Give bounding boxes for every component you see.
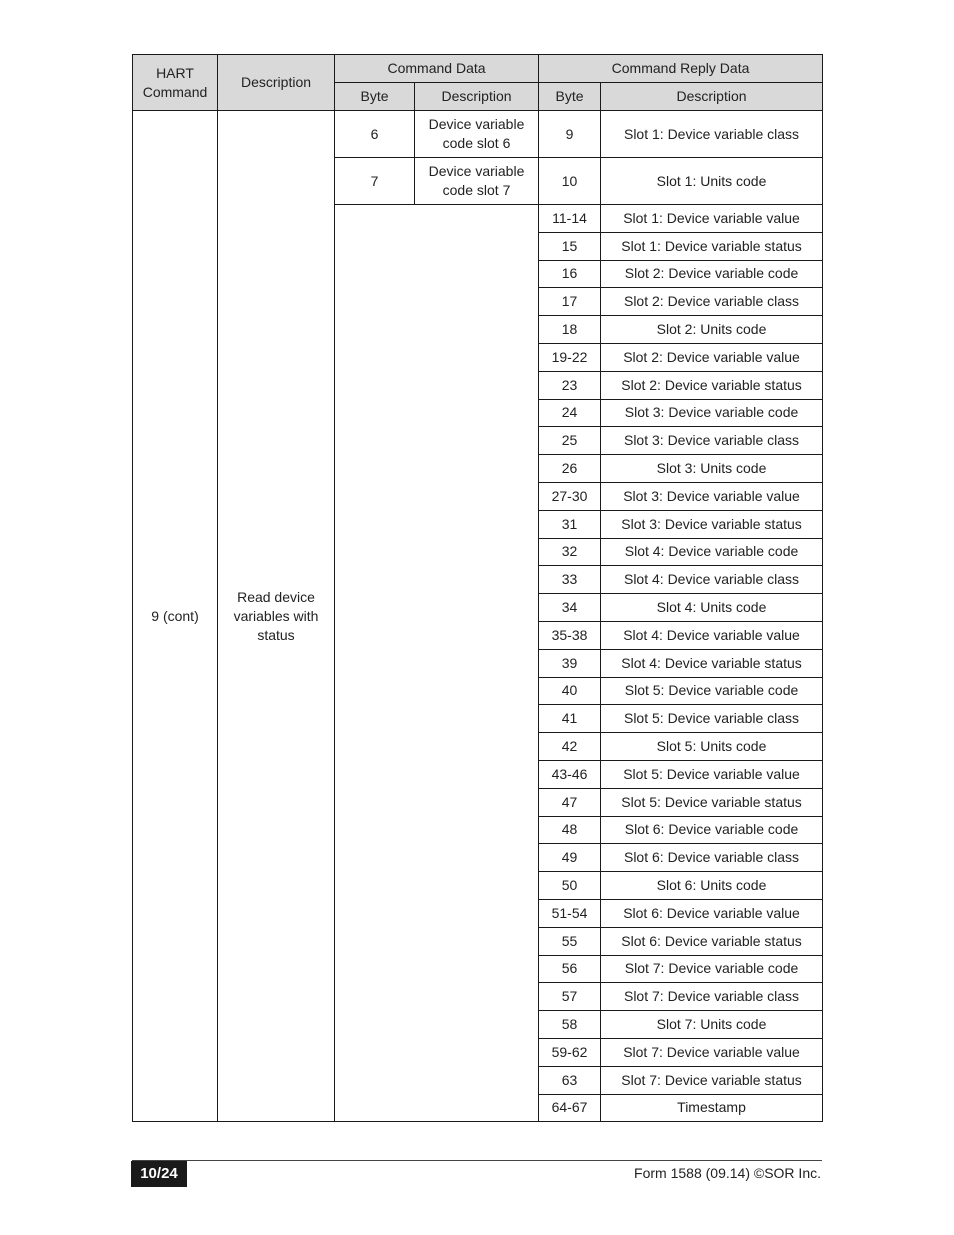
footer-divider — [132, 1160, 822, 1161]
reply-byte-cell: 24 — [539, 399, 601, 427]
reply-description-cell: Slot 7: Device variable status — [601, 1066, 823, 1094]
reply-byte-cell: 55 — [539, 927, 601, 955]
reply-description-cell: Slot 1: Units code — [601, 158, 823, 205]
reply-description-cell: Slot 7: Device variable code — [601, 955, 823, 983]
reply-byte-cell: 58 — [539, 1011, 601, 1039]
reply-byte-cell: 18 — [539, 316, 601, 344]
reply-description-cell: Slot 2: Device variable status — [601, 371, 823, 399]
reply-byte-cell: 17 — [539, 288, 601, 316]
reply-description-cell: Slot 6: Units code — [601, 872, 823, 900]
reply-description-cell: Slot 5: Units code — [601, 733, 823, 761]
reply-byte-cell: 33 — [539, 566, 601, 594]
command-description-cell: Read device variables with status — [218, 111, 335, 1122]
hart-command-cell: 9 (cont) — [133, 111, 218, 1122]
reply-description-cell: Slot 7: Device variable class — [601, 983, 823, 1011]
reply-byte-cell: 51-54 — [539, 899, 601, 927]
reply-byte-cell: 27-30 — [539, 482, 601, 510]
reply-description-cell: Slot 6: Device variable status — [601, 927, 823, 955]
reply-description-cell: Slot 4: Device variable code — [601, 538, 823, 566]
reply-byte-cell: 50 — [539, 872, 601, 900]
reply-description-cell: Slot 6: Device variable value — [601, 899, 823, 927]
reply-description-cell: Slot 3: Device variable status — [601, 510, 823, 538]
reply-byte-cell: 41 — [539, 705, 601, 733]
reply-description-cell: Slot 3: Device variable class — [601, 427, 823, 455]
reply-byte-cell: 59-62 — [539, 1038, 601, 1066]
reply-description-cell: Slot 2: Device variable code — [601, 260, 823, 288]
reply-description-cell: Slot 3: Device variable code — [601, 399, 823, 427]
reply-description-cell: Slot 2: Units code — [601, 316, 823, 344]
reply-byte-cell: 32 — [539, 538, 601, 566]
reply-description-cell: Slot 1: Device variable class — [601, 111, 823, 158]
reply-byte-cell: 42 — [539, 733, 601, 761]
reply-description-cell: Slot 6: Device variable code — [601, 816, 823, 844]
reply-byte-cell: 23 — [539, 371, 601, 399]
reply-description-cell: Slot 4: Device variable value — [601, 621, 823, 649]
command-blank-cell — [335, 205, 539, 1122]
reply-description-cell: Slot 1: Device variable status — [601, 232, 823, 260]
reply-byte-cell: 63 — [539, 1066, 601, 1094]
reply-description-cell: Slot 3: Device variable value — [601, 482, 823, 510]
page-number: 10/24 — [131, 1161, 187, 1187]
header-cmd-byte: Byte — [335, 83, 415, 111]
reply-description-cell: Slot 5: Device variable code — [601, 677, 823, 705]
reply-description-cell: Slot 4: Device variable status — [601, 649, 823, 677]
reply-description-cell: Slot 5: Device variable status — [601, 788, 823, 816]
reply-description-cell: Slot 5: Device variable class — [601, 705, 823, 733]
form-identifier: Form 1588 (09.14) ©SOR Inc. — [634, 1165, 821, 1181]
header-command-reply-data: Command Reply Data — [539, 55, 823, 83]
reply-description-cell: Timestamp — [601, 1094, 823, 1122]
command-byte-cell: 6 — [335, 111, 415, 158]
reply-byte-cell: 26 — [539, 455, 601, 483]
reply-byte-cell: 15 — [539, 232, 601, 260]
reply-byte-cell: 25 — [539, 427, 601, 455]
header-command-data: Command Data — [335, 55, 539, 83]
command-byte-cell: 7 — [335, 158, 415, 205]
reply-byte-cell: 40 — [539, 677, 601, 705]
header-hart-command: HART Command — [133, 55, 218, 111]
table-row — [133, 111, 823, 158]
reply-description-cell: Slot 4: Units code — [601, 594, 823, 622]
reply-description-cell: Slot 7: Units code — [601, 1011, 823, 1039]
header-cmd-description: Description — [415, 83, 539, 111]
reply-byte-cell: 16 — [539, 260, 601, 288]
reply-description-cell: Slot 4: Device variable class — [601, 566, 823, 594]
reply-byte-cell: 11-14 — [539, 205, 601, 233]
reply-byte-cell: 39 — [539, 649, 601, 677]
reply-description-cell: Slot 2: Device variable class — [601, 288, 823, 316]
table-body — [133, 111, 823, 1122]
reply-byte-cell: 35-38 — [539, 621, 601, 649]
header-reply-description: Description — [601, 83, 823, 111]
hart-command-table — [132, 54, 823, 1122]
header-reply-byte: Byte — [539, 83, 601, 111]
reply-description-cell: Slot 5: Device variable value — [601, 760, 823, 788]
reply-byte-cell: 48 — [539, 816, 601, 844]
command-description-cell: Device variable code slot 7 — [415, 158, 539, 205]
reply-byte-cell: 56 — [539, 955, 601, 983]
reply-byte-cell: 31 — [539, 510, 601, 538]
reply-description-cell: Slot 2: Device variable value — [601, 343, 823, 371]
reply-description-cell: Slot 3: Units code — [601, 455, 823, 483]
reply-byte-cell: 57 — [539, 983, 601, 1011]
reply-byte-cell: 34 — [539, 594, 601, 622]
reply-byte-cell: 47 — [539, 788, 601, 816]
reply-description-cell: Slot 1: Device variable value — [601, 205, 823, 233]
reply-description-cell: Slot 7: Device variable value — [601, 1038, 823, 1066]
reply-byte-cell: 49 — [539, 844, 601, 872]
reply-byte-cell: 10 — [539, 158, 601, 205]
reply-byte-cell: 43-46 — [539, 760, 601, 788]
reply-byte-cell: 19-22 — [539, 343, 601, 371]
reply-byte-cell: 9 — [539, 111, 601, 158]
header-description: Description — [218, 55, 335, 111]
reply-byte-cell: 64-67 — [539, 1094, 601, 1122]
command-description-cell: Device variable code slot 6 — [415, 111, 539, 158]
reply-description-cell: Slot 6: Device variable class — [601, 844, 823, 872]
